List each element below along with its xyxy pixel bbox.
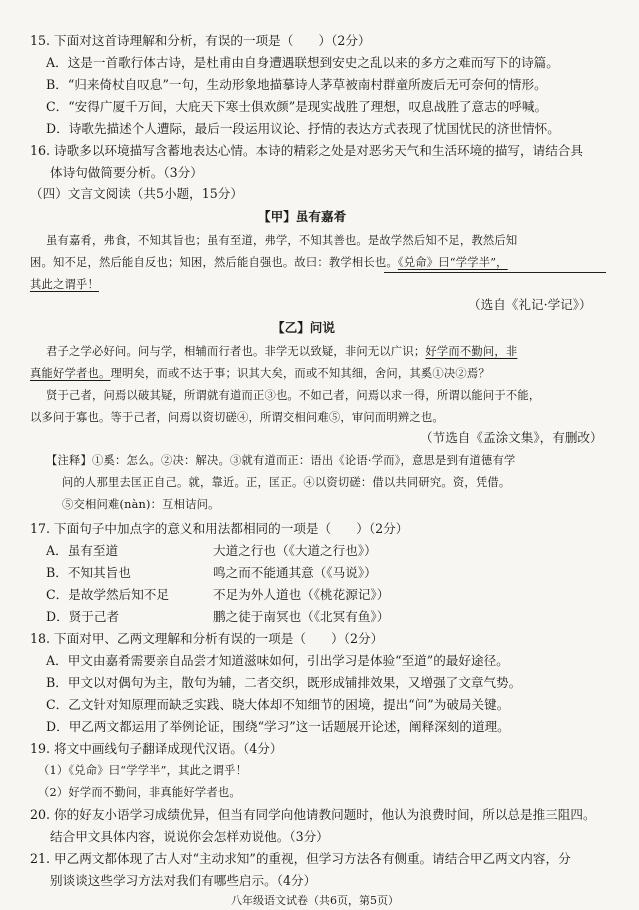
q17-option-c: C．是故学然后知不足: [46, 587, 169, 602]
passage-jia-line2-text: 困。知不足，然后能自反也；知困，然后能自强也。故曰：教学相长也。: [30, 256, 398, 269]
passage-yi-line4: 以多问于寡也。等于己者，问焉以资切磋④，所谓交相问难⑤，审问而明辨之也。: [30, 411, 444, 424]
underlined-sentence-2b: 真能好学者也。: [30, 367, 111, 380]
q17-option-d-compare: 鹏之徒于南冥也（《北冥有鱼》）: [213, 609, 390, 624]
q18-stem: 18. 下面对甲、乙两文理解和分析有误的一项是（ ）（2分）: [30, 631, 384, 646]
q17-option-a: A．虽有至道: [46, 543, 119, 558]
passage-jia-line2: [30, 255, 508, 271]
q17-option-c-compare: 不足为外人道也（《桃花源记》）: [213, 587, 390, 602]
passage-yi-line3: 贤于己者，问焉以破其疑，所谓就有道而正③也。不如己者，问焉以求一得，所谓以能问于不能，: [46, 389, 541, 402]
notes-line1: 【注释】①奚：怎么。②决：解决。③就有道而正：语出《论语·学而》，意思是到有道德有学: [46, 454, 516, 467]
passage-jia-title: 【甲】虽有嘉肴: [258, 209, 347, 224]
q17-option-b-compare: 鸣之而不能通其意（《马说》）: [213, 565, 377, 580]
q15-option-c: C．“安得广厦千万间，大庇天下寒士俱欢颜”是现实战胜了理想，叹息战胜了意志的呼喊。: [46, 99, 548, 114]
q19-sentence-2: （2）好学而不勤问，非真能好学者也。: [38, 786, 241, 799]
q21-line2: 别谈谈这些学习方法对我们有哪些启示。（4分）: [50, 873, 317, 888]
q17-option-a-compare: 大道之行也（《大道之行也》）: [213, 543, 377, 558]
underlined-sentence-2a: 好学而不勤问，非: [425, 345, 518, 358]
passage-yi-line1-text: 君子之学必好问。问与学，相辅而行者也。非学无以致疑，非问无以广识；: [46, 345, 426, 358]
q19-sentence-1: （1）《兑命》曰“学学半”，其此之谓乎！: [38, 764, 248, 777]
q17-option-d: D．贤于己者: [46, 609, 120, 624]
section-heading: （四）文言文阅读（共5小题，15分）: [30, 186, 243, 201]
q15-stem: 15. 下面对这首诗理解和分析，有误的一项是（ ）（2分）: [30, 33, 371, 48]
q17-stem: 17. 下面句子中加点字的意义和用法都相同的一项是（ ）（2分）: [30, 521, 409, 536]
q20-line1: 20. 你的好友小语学习成绩优异，但当有同学向他请教问题时，他认为浪费时间，所以总是推三阻四。: [30, 807, 596, 822]
underlined-sentence-1b: 其此之谓乎！: [30, 278, 99, 291]
q20-line2: 结合甲文具体内容，说说你会怎样劝说他。（3分）: [50, 829, 329, 844]
q18-option-b: B．甲文以对偶句为主，散句为辅，二者交织，既形成铺排效果，又增强了文章气势。: [46, 675, 522, 690]
q15-option-b: B．“归来倚杖自叹息”一句，生动形象地描摹诗人茅草被南村群童所废后无可奈何的情形。: [46, 77, 547, 92]
passage-yi-line1: [46, 344, 517, 360]
notes-line3: ⑤交相问难(nàn)：互相诘问。: [62, 498, 220, 511]
passage-jia-source: （选自《礼记·学记》）: [468, 297, 592, 312]
passage-yi-source: （节选自《孟涂文集》，有删改）: [420, 430, 603, 445]
passage-yi-line2-text: 理明矣，而或不达于事；识其大矣，而或不知其细，舍问，其奚①决②焉？: [110, 367, 490, 380]
q18-option-d: D．甲乙两文都运用了举例论证，围绕“学习”这一话题展开论述，阐释深刻的道理。: [46, 719, 510, 734]
passage-jia-line1: 虽有嘉肴，弗食，不知其旨也；虽有至道，弗学，不知其善也。是故学然后知不足，教然后知: [46, 234, 518, 247]
q15-option-d: D．诗歌先描述个人遭际，最后一段运用议论、抒情的表达方式表现了忧国忧民的济世情怀。: [46, 121, 560, 136]
notes-line2: 问的人那里去匡正自己。就，靠近。正，匡正。④以资切磋：借以共同研究。资，凭借。: [62, 476, 511, 489]
q18-option-a: A．甲文由嘉肴需要亲自品尝才知道滋味如何，引出学习是体验“至道”的最好途径。: [46, 653, 509, 668]
q18-option-c: C．乙文针对知原理而缺乏实践、晓大体却不知细节的困境，提出“问”为破局关键。: [46, 697, 510, 712]
q16-line2: 体诗句做简要分析。（3分）: [50, 165, 203, 180]
q16-line1: 16. 诗歌多以环境描写含蓄地表达心情。本诗的精彩之处是对恶劣天气和生活环境的描写，请结合具: [30, 143, 583, 158]
page-footer: 八年级语文试卷（共6页，第5页）: [231, 894, 399, 907]
q21-line1: 21. 甲乙两文都体现了古人对“主动求知”的重视，但学习方法各有侧重。请结合甲乙两文内容，分: [30, 851, 571, 866]
passage-yi-line2: [30, 366, 490, 382]
underlined-sentence-1a: 《兑命》曰“学学半”，: [397, 256, 508, 269]
underline-rule: [384, 272, 606, 273]
q15-option-a: A．这是一首歌行体古诗，是杜甫由自身遭遇联想到安史之乱以来的多方之难而写下的诗篇。: [46, 55, 559, 70]
q17-option-b: B．不知其旨也: [46, 565, 131, 580]
passage-yi-title: 【乙】问说: [272, 320, 335, 335]
q19-stem: 19. 将文中画线句子翻译成现代汉语。（4分）: [30, 741, 283, 756]
